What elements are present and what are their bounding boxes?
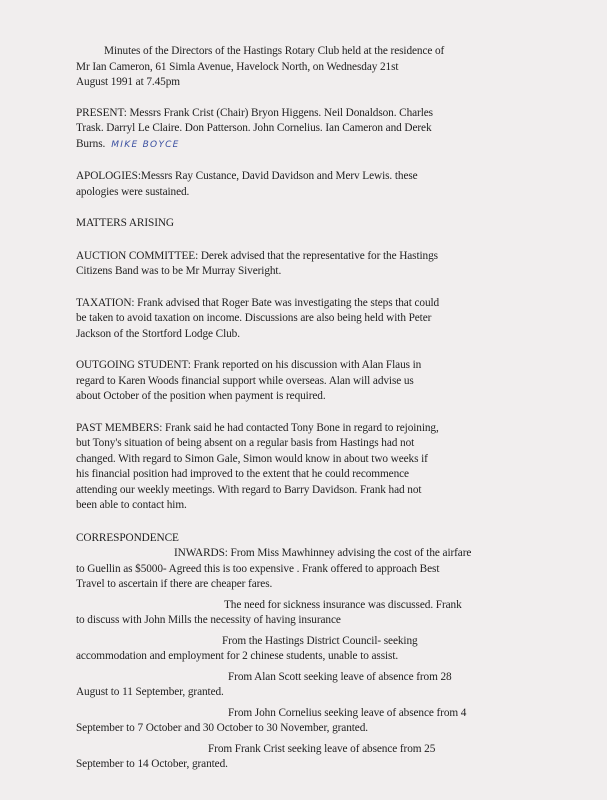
- present-line: Trask. Darryl Le Claire. Don Patterson. John Cornelius. Ian Cameron and Derek: [76, 122, 432, 134]
- outgoing-student-line: about October of the position when payment is required.: [76, 390, 326, 402]
- correspondence-entry-sickness: [76, 598, 506, 629]
- outgoing-student-line: regard to Karen Woods financial support while overseas. Alan will advise us: [76, 374, 414, 387]
- present-line-last: [76, 137, 506, 154]
- apologies-line: apologies were sustained.: [76, 185, 190, 198]
- intro-line: August 1991 at 7.45pm: [76, 76, 180, 88]
- entry-first-line: INWARDS: From Miss Mawhinney advising the cost of the airfare: [174, 547, 472, 559]
- handwritten-addition: MIKE BOYCE: [111, 139, 180, 150]
- intro-paragraph: [76, 44, 506, 91]
- intro-line: Mr Ian Cameron, 61 Simla Avenue, Havelock North, on Wednesday 21st: [76, 60, 399, 73]
- past-members-line: PAST MEMBERS: Frank said he had contacted Tony Bone in regard to rejoining,: [76, 421, 439, 434]
- auction-line: Citizens Band was to be Mr Murray Siveright.: [76, 265, 282, 277]
- entry-line: September to 14 October, granted.: [76, 758, 228, 770]
- correspondence-entry-inwards: [76, 546, 506, 593]
- matters-arising-text: MATTERS ARISING: [76, 217, 174, 229]
- entry-first-line: From Frank Crist seeking leave of absence from 25: [208, 742, 436, 755]
- auction-paragraph: [76, 249, 506, 280]
- present-line: PRESENT: Messrs Frank Crist (Chair) Bryon Higgens. Neil Donaldson. Charles: [76, 106, 433, 119]
- entry-first-line: From John Cornelius seeking leave of absence from 4: [228, 706, 467, 719]
- correspondence-heading: CORRESPONDENCE: [76, 531, 179, 544]
- outgoing-student-line: OUTGOING STUDENT: Frank reported on his discussion with Alan Flaus in: [76, 359, 422, 371]
- taxation-line: Jackson of the Stortford Lodge Club.: [76, 327, 240, 340]
- taxation-line: TAXATION: Frank advised that Roger Bate was investigating the steps that could: [76, 296, 440, 309]
- taxation-paragraph: [76, 296, 506, 343]
- entry-line: to Guellin as $5000- Agreed this is too expensive . Frank offered to approach Best: [76, 562, 440, 575]
- past-members-line: been able to contact him.: [76, 499, 187, 511]
- auction-line: AUCTION COMMITTEE: Derek advised that the representative for the Hastings: [76, 249, 438, 262]
- matters-arising-heading: [76, 216, 506, 232]
- present-last-text: Burns.: [76, 137, 106, 150]
- intro-line: Minutes of the Directors of the Hastings Rotary Club held at the residence of: [104, 45, 445, 57]
- entry-first-line: The need for sickness insurance was discussed. Frank: [224, 598, 462, 611]
- past-members-paragraph: [76, 421, 506, 514]
- entry-line: September to 7 October and 30 October to 30 November, granted.: [76, 722, 368, 734]
- entry-first-line: From Alan Scott seeking leave of absence from 28: [228, 670, 452, 683]
- past-members-line: but Tony's situation of being absent on a regular basis from Hastings had not: [76, 437, 415, 449]
- correspondence-entry-alan-scott: [76, 670, 506, 701]
- entry-line: to discuss with John Mills the necessity of having insurance: [76, 614, 341, 626]
- minutes-document: [76, 44, 506, 778]
- apologies-paragraph: [76, 169, 506, 200]
- present-paragraph: [76, 106, 506, 154]
- correspondence-section: [76, 531, 506, 773]
- outgoing-student-paragraph: [76, 358, 506, 405]
- past-members-line: changed. With regard to Simon Gale, Simon would know in about two weeks if: [76, 452, 428, 465]
- entry-first-line: From the Hastings District Council- seeking: [222, 634, 418, 647]
- correspondence-entry-frank-crist: [76, 742, 506, 773]
- correspondence-entry-john-cornelius: [76, 706, 506, 737]
- correspondence-entry-council: [76, 634, 506, 665]
- entry-line: Travel to ascertain if there are cheaper fares.: [76, 578, 273, 590]
- entry-line: accommodation and employment for 2 chinese students, unable to assist.: [76, 650, 399, 662]
- entry-line: August to 11 September, granted.: [76, 686, 224, 698]
- past-members-line: attending our weekly meetings. With regard to Barry Davidson. Frank had not: [76, 483, 422, 496]
- apologies-line: APOLOGIES:Messrs Ray Custance, David Davidson and Merv Lewis. these: [76, 170, 418, 182]
- past-members-line: his financial position had improved to the extent that he could recommence: [76, 468, 409, 480]
- taxation-line: be taken to avoid taxation on income. Discussions are also being held with Peter: [76, 312, 432, 324]
